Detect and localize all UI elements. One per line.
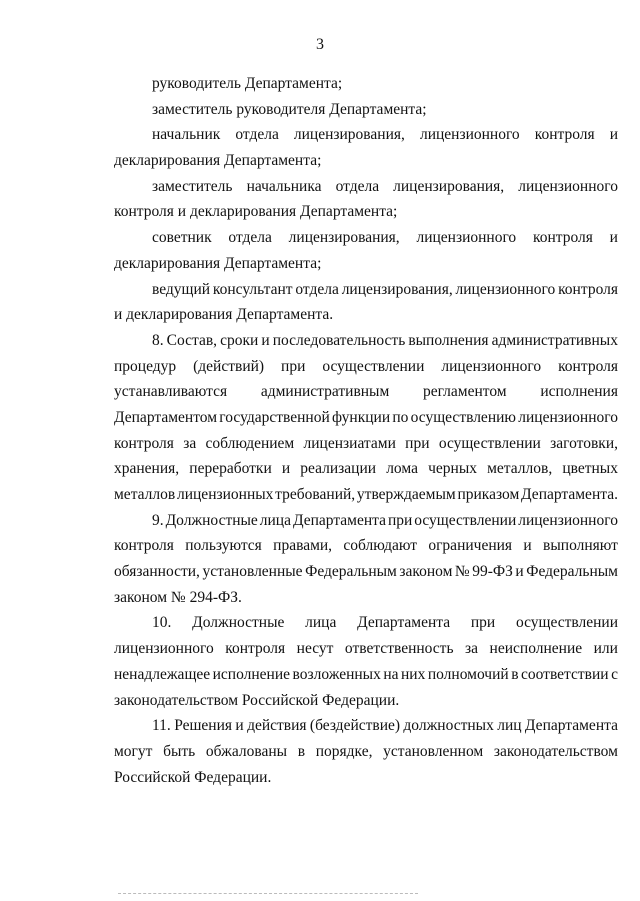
- word: осуществлении: [414, 511, 517, 529]
- word: консультант: [212, 280, 293, 298]
- word: 11.: [152, 717, 171, 735]
- word: лица: [259, 511, 291, 529]
- text-line: декларирования Департамента;: [114, 152, 322, 170]
- word: по: [392, 408, 409, 426]
- word: устанавливаются: [114, 383, 228, 401]
- word: утверждаемым: [356, 486, 456, 503]
- text-line: заместитель руководителя Департамента;: [152, 100, 427, 118]
- word: них: [401, 665, 426, 683]
- text-line: декларирования Департамента;: [114, 254, 322, 272]
- word: лица: [305, 614, 337, 632]
- word: лицензионного: [518, 511, 618, 529]
- word: цветных: [562, 460, 618, 478]
- word: и: [281, 460, 291, 478]
- word: процедур: [114, 357, 177, 375]
- text-line: [114, 636, 618, 662]
- word: осуществлении: [515, 614, 618, 632]
- word: лицензионного: [416, 229, 517, 247]
- text-line: [114, 277, 618, 303]
- word: Состав,: [166, 331, 218, 349]
- word: и: [609, 229, 618, 247]
- word: Федеральным: [305, 563, 397, 581]
- word: Департамента: [524, 717, 618, 735]
- word: должностных: [403, 717, 494, 735]
- paragraph: [114, 71, 618, 97]
- word: соблюдают: [343, 537, 417, 555]
- word: Решения: [174, 717, 233, 735]
- word: при: [405, 434, 430, 452]
- word: и: [235, 717, 244, 735]
- word: начальника: [246, 177, 322, 195]
- word: обжалованы: [205, 742, 288, 760]
- word: Федеральным: [526, 563, 618, 581]
- word: контроля: [225, 640, 286, 658]
- word: отдела: [235, 126, 279, 144]
- word: соблюдением: [205, 434, 295, 452]
- text-line: руководитель Департамента;: [152, 75, 343, 92]
- word: реализации: [300, 460, 377, 478]
- word: возложенных: [292, 665, 381, 683]
- word: черных: [428, 460, 477, 478]
- document-body: [114, 71, 618, 790]
- word: Должностные: [165, 511, 258, 529]
- page-number: 3: [316, 36, 324, 53]
- word: при: [281, 357, 306, 375]
- word: действия: [247, 717, 307, 735]
- word: приказом: [457, 486, 520, 503]
- word: пользуются: [185, 537, 262, 555]
- word: при: [387, 511, 413, 529]
- paragraph: [114, 610, 618, 713]
- word: ответственность: [344, 640, 454, 658]
- word: и: [261, 331, 270, 349]
- text-line: [114, 559, 618, 585]
- text-line: [114, 662, 618, 688]
- text-line: [114, 533, 618, 559]
- word: 8.: [152, 331, 164, 349]
- word: последовательность: [272, 331, 406, 349]
- text-line: [114, 122, 618, 148]
- paragraph: [114, 97, 618, 123]
- word: на: [383, 665, 399, 683]
- word: контроля: [114, 537, 174, 555]
- word: контроля: [534, 126, 595, 144]
- word: ненадлежащее: [114, 665, 211, 683]
- word: и: [609, 126, 618, 144]
- word: контроля: [558, 280, 618, 298]
- word: осуществлению: [410, 408, 516, 426]
- word: могут: [114, 742, 153, 760]
- word: правами,: [273, 537, 333, 555]
- word: исполнения: [540, 383, 618, 401]
- text-line: [114, 174, 618, 200]
- word: и: [523, 537, 532, 555]
- word: контроля: [114, 434, 174, 452]
- word: лицензиатами: [303, 434, 396, 452]
- word: сроки: [220, 331, 259, 349]
- word: Департамента: [357, 614, 451, 632]
- word: неисполнение: [489, 640, 583, 658]
- text-line: Российской Федерации.: [114, 768, 272, 786]
- word: требований,: [275, 486, 356, 503]
- word: советник: [152, 229, 212, 247]
- word: лома: [386, 460, 418, 478]
- word: лицензионного: [419, 126, 520, 144]
- text-line: законом № 294-ФЗ.: [114, 588, 242, 606]
- word: лицензионного: [114, 640, 214, 658]
- word: с: [611, 665, 618, 683]
- word: лицензионного: [455, 280, 556, 298]
- word: Департамента.: [521, 486, 618, 503]
- word: законом: [399, 563, 453, 581]
- word: металлов,: [487, 460, 553, 478]
- word: лицензионного: [441, 357, 542, 375]
- word: металлов: [114, 486, 176, 503]
- word: соответствии: [521, 665, 609, 683]
- word: начальник: [152, 126, 221, 144]
- word: лицензионного: [518, 177, 618, 195]
- text-line: законодательством Российской Федерации.: [114, 691, 400, 709]
- word: хранения,: [114, 460, 180, 478]
- text-line: [114, 482, 618, 508]
- word: 9.: [152, 511, 164, 529]
- word: выполнения: [408, 331, 489, 349]
- word: лицензирования,: [341, 280, 453, 298]
- word: за: [183, 434, 197, 452]
- word: Департаментом: [114, 408, 218, 426]
- word: лицензирования,: [393, 177, 505, 195]
- word: 99-ФЗ: [472, 563, 513, 581]
- word: заготовки,: [550, 434, 618, 452]
- text-line: [114, 456, 618, 482]
- word: лицензирования,: [288, 229, 400, 247]
- word: лицензионного: [518, 408, 618, 426]
- text-line: [114, 610, 618, 636]
- paragraph: [114, 122, 618, 173]
- word: Департамента: [292, 511, 386, 529]
- paragraph: [114, 225, 618, 276]
- word: административных: [491, 331, 618, 349]
- word: отдела: [295, 280, 339, 298]
- word: Должностные: [192, 614, 285, 632]
- word: заместитель: [152, 177, 233, 195]
- word: осуществлении: [322, 357, 425, 375]
- word: установленные: [202, 563, 303, 581]
- word: ограничения: [428, 537, 513, 555]
- word: или: [593, 640, 618, 658]
- word: за: [465, 640, 479, 658]
- text-line: [114, 713, 618, 739]
- word: (бездействие): [309, 717, 401, 735]
- text-line: контроля и декларирования Департамента;: [114, 203, 398, 221]
- word: порядке,: [315, 742, 373, 760]
- word: полномочий: [427, 665, 509, 683]
- word: (действий): [193, 357, 265, 375]
- word: №: [454, 563, 470, 581]
- word: лицензирования,: [293, 126, 405, 144]
- word: контроля: [532, 229, 593, 247]
- word: ведущий: [152, 280, 211, 298]
- paragraph: [114, 713, 618, 790]
- text-line: [114, 431, 618, 457]
- word: при: [470, 614, 496, 632]
- word: законодательством: [493, 742, 618, 760]
- word: регламентом: [422, 383, 507, 401]
- word: отдела: [335, 177, 380, 195]
- text-line: [114, 354, 618, 380]
- word: в: [297, 742, 306, 760]
- word: осуществлении: [438, 434, 541, 452]
- paragraph: [114, 277, 618, 328]
- paragraph: [114, 328, 618, 508]
- word: выполняют: [543, 537, 618, 555]
- word: лицензионных: [176, 486, 274, 503]
- text-line: [114, 739, 618, 765]
- word: переработки: [189, 460, 272, 478]
- text-line: [114, 328, 618, 354]
- word: контроля: [558, 357, 618, 375]
- paragraph: [114, 508, 618, 611]
- text-line: [114, 508, 618, 534]
- word: государственной: [219, 408, 330, 426]
- word: в: [511, 665, 519, 683]
- scan-edge-divider: [118, 893, 418, 894]
- word: быть: [163, 742, 196, 760]
- word: функции: [332, 408, 391, 426]
- paragraph: [114, 174, 618, 225]
- text-line: [114, 225, 618, 251]
- text-line: [114, 379, 618, 405]
- word: отдела: [228, 229, 272, 247]
- word: 10.: [152, 614, 172, 632]
- word: несут: [296, 640, 334, 658]
- word: установленном: [383, 742, 484, 760]
- word: административным: [260, 383, 390, 401]
- text-line: и декларирования Департамента.: [114, 306, 334, 324]
- word: исполнение: [212, 665, 291, 683]
- word: лиц: [497, 717, 522, 735]
- word: обязанности,: [114, 563, 200, 581]
- text-line: [114, 405, 618, 431]
- word: и: [515, 563, 524, 581]
